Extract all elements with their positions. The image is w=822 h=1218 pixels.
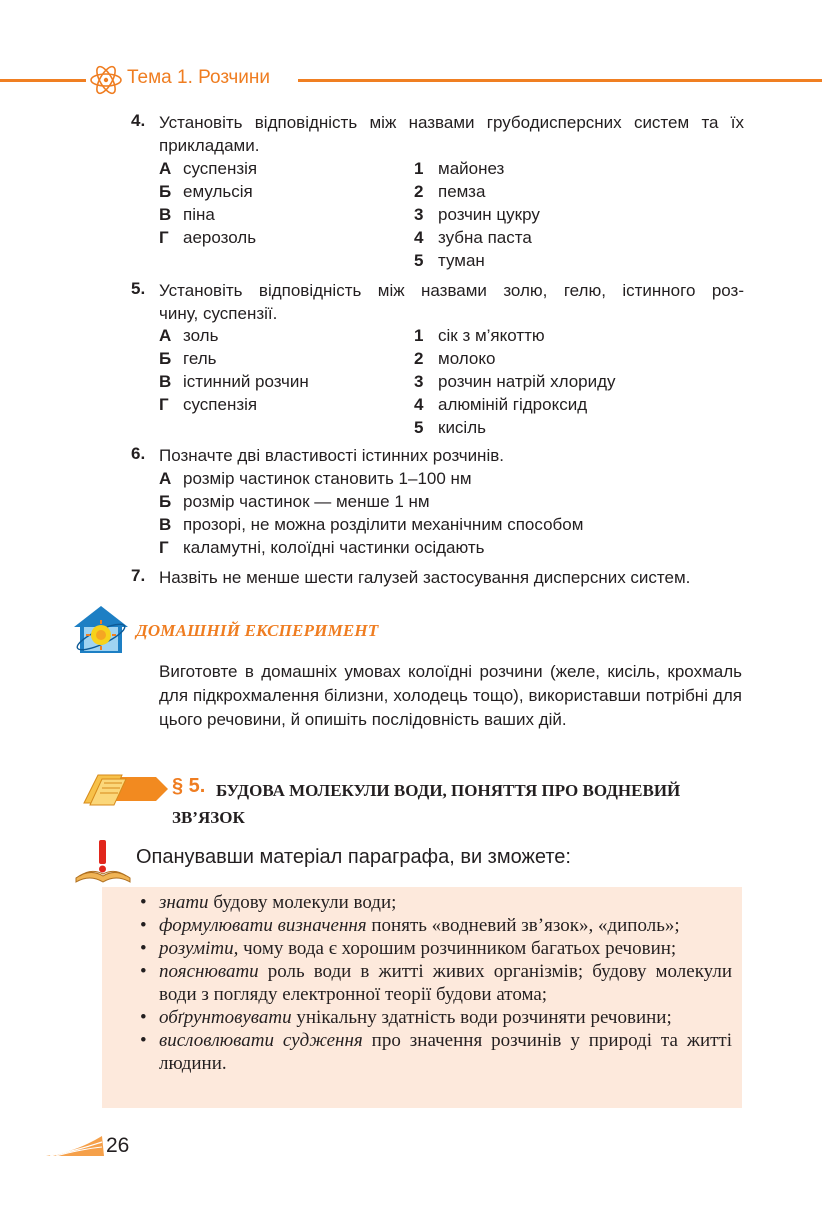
learning-goal: • пояснювати роль води в житті живих організмів; будову молекули води з погляду електронної теорії будови атома; <box>140 960 732 1006</box>
option-left: Б гель <box>159 349 217 368</box>
option-left: В істинний розчин <box>159 372 309 391</box>
header-rule-left <box>0 79 86 82</box>
option: Г каламутні, колоїдні частинки осідають <box>159 538 485 557</box>
option-left: В піна <box>159 205 215 224</box>
option-right: 3 розчин цукру <box>414 205 540 224</box>
option: А розмір частинок становить 1–100 нм <box>159 469 472 488</box>
home-experiment-text: Виготовте в домашніх умовах колоїдні розчини (желе, кисіль, крохмаль для підкрохмалення білизни, холодець тощо), використавши потрібні для цього речовини, й опишіть послідовність ваших дій. <box>159 662 742 729</box>
learning-goal: • висловлювати судження про значення розчинів у природі та житті людини. <box>140 1029 732 1075</box>
question-text-line2: чину, суспензії. <box>159 304 278 323</box>
learning-goal: • знати будову молекули води; <box>140 891 732 914</box>
option-right: 1 сік з м’якоттю <box>414 326 545 345</box>
option-right: 3 розчин натрій хлориду <box>414 372 616 391</box>
open-book-exclamation-icon <box>72 838 134 884</box>
option-right: 5 кисіль <box>414 418 486 437</box>
atom-icon <box>88 64 124 96</box>
option-left: А золь <box>159 326 219 345</box>
question-number: 7. <box>131 566 146 585</box>
question-text-line1: Установіть відповідність між назвами золю, гелю, істинного роз- <box>159 281 744 300</box>
question-text: Установіть відповідність між назвами грубодисперсних систем та їх прикладами. <box>159 113 744 155</box>
question-number: 6. <box>131 444 146 463</box>
page-number: 26 <box>106 1134 130 1157</box>
option-right: 4 зубна паста <box>414 228 532 247</box>
learning-goal: • обґрунтовувати унікальну здатність води розчиняти речовини; <box>140 1006 732 1029</box>
option-right: 2 молоко <box>414 349 496 368</box>
option-left: Г суспензія <box>159 395 258 414</box>
page-corner-swoosh-icon <box>46 1134 104 1158</box>
question-number: 4. <box>131 111 146 130</box>
option: В прозорі, не можна розділити механічним способом <box>159 515 584 534</box>
page-header-title: Тема 1. Розчини <box>127 67 271 88</box>
section-number: § 5. <box>172 775 206 797</box>
home-experiment-icon <box>70 603 132 659</box>
section-title: БУДОВА МОЛЕКУЛИ ВОДИ, ПОНЯТТЯ ПРО ВОДНЕВИЙ ЗВ’ЯЗОК <box>172 781 681 827</box>
option-right: 4 алюміній гідроксид <box>414 395 588 414</box>
option-right: 2 пемза <box>414 182 486 201</box>
home-experiment-title: ДОМАШНІЙ ЕКСПЕРИМЕНТ <box>136 621 379 640</box>
book-arrow-icon <box>82 769 174 809</box>
learning-goals-intro: Опанувавши матеріал параграфа, ви зможете: <box>136 846 571 868</box>
option-left: А суспензія <box>159 159 258 178</box>
option: Б розмір частинок — менше 1 нм <box>159 492 430 511</box>
learning-goal: • розуміти, чому вода є хорошим розчинником багатьох речовин; <box>140 937 732 960</box>
header-rule-right <box>298 79 822 82</box>
option-right: 1 майонез <box>414 159 505 178</box>
question-text: Назвіть не менше шести галузей застосування дисперсних систем. <box>159 568 691 587</box>
learning-goal: • формулювати визначення понять «водневий зв’язок», «диполь»; <box>140 914 732 937</box>
learning-goals-list <box>140 891 732 1075</box>
question-text: Позначте дві властивості істинних розчинів. <box>159 446 504 465</box>
option-left: Г аерозоль <box>159 228 257 247</box>
question-number: 5. <box>131 279 146 298</box>
option-right: 5 туман <box>414 251 485 270</box>
option-left: Б емульсія <box>159 182 253 201</box>
